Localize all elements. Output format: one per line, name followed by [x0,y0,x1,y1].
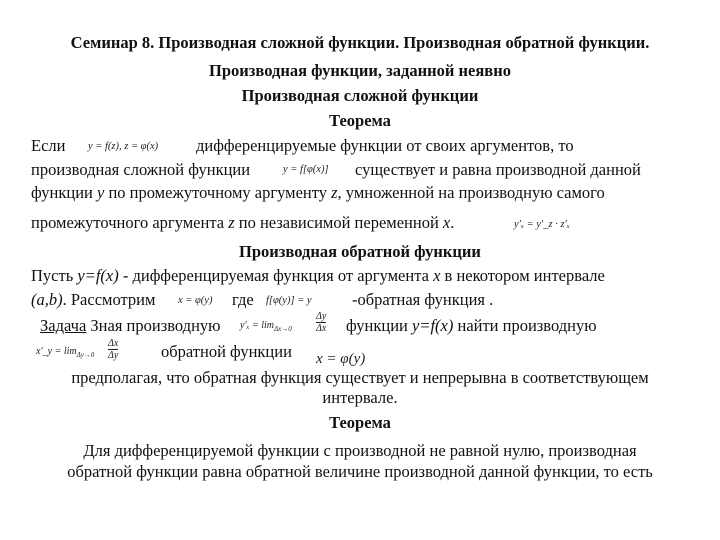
formula-inverse-def: x = φ(y) [178,295,213,306]
text-line: функции y=f(x) найти производную [346,316,597,335]
theorem-heading-2: Теорема [329,413,391,432]
text-line: дифференцируемые функции от своих аргументов, то [196,136,574,155]
text-line: производная сложной функции [31,160,251,179]
formula-composite-function: y = f[φ(x)] [283,164,329,175]
section-heading-chain-rule: Производная сложной функции [241,86,479,105]
formula-fraction: Δx Δy [108,338,119,361]
text-line: Пусть y=f(x) - дифференцируемая функция от аргумента x в некотором интервале [31,266,605,285]
formula-inverse-identity: f[φ(y)] = y [266,295,312,306]
section-heading-inverse: Производная обратной функции [239,242,481,261]
formula-inverse-derivative-limit: x′_y = $\lim_{\Delta y\to 0}$ [36,346,95,359]
text-line: предполагая, что обратная функция существует и непрерывна в соответствующем [71,368,649,387]
formula-chain-rule: y′ₓ = y′_z · z′ₓ [514,219,570,230]
text-line: промежуточного аргумента z по независимой переменной x. [31,213,455,232]
theorem-heading-1: Теорема [329,111,391,130]
text-line: Для дифференцируемой функции с производной не равной нулю, производная [83,441,637,460]
text-line: функции y по промежуточному аргументу z, умноженной на производную самого [31,183,605,202]
task-label: Задача [40,316,87,335]
text-line: обратной функции равна обратной величине производной данной функции, то есть [67,462,653,481]
page-title: Семинар 8. Производная сложной функции. Производная обратной функции. [70,33,650,52]
text-line: интервале. [322,388,398,407]
text-line: -обратная функция . [352,290,494,309]
text-line: Если [31,136,66,155]
text-line: где [232,290,254,309]
page-subtitle: Производная функции, заданной неявно [209,61,511,80]
formula-derivative-limit: $y'_x = \lim_{\Delta x\to 0}$ [240,320,292,333]
text-line: обратной функции [161,342,292,361]
text-line: Задача Зная производную [40,316,221,335]
text-line: существует и равна производной данной [355,160,641,179]
formula-inverse-function: x = φ(y) [316,351,366,367]
formula-fraction: Δy Δx [316,311,327,334]
text-line: (a,b). Рассмотрим [31,290,156,309]
formula-composite-def: y = f(z), z = φ(x) [88,141,159,152]
